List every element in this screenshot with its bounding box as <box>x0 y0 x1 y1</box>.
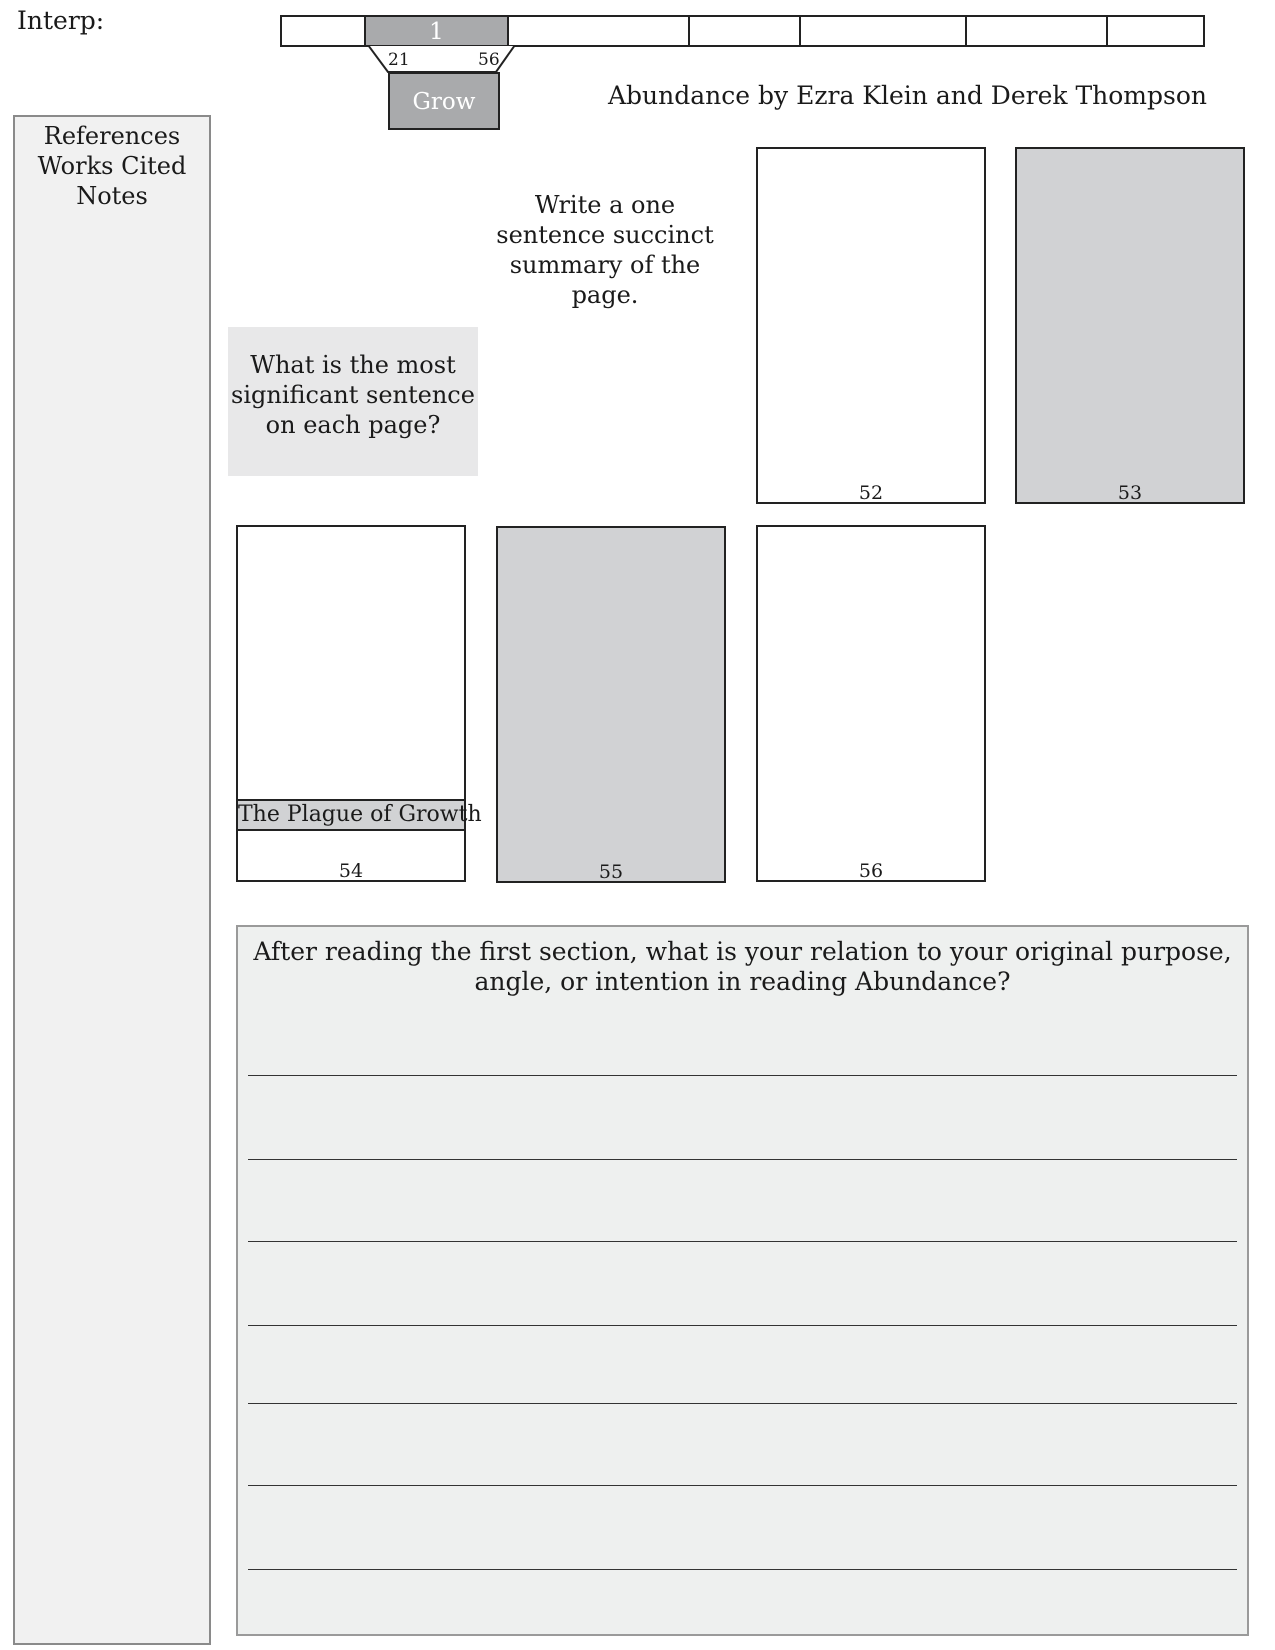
section-segment[interactable] <box>690 17 801 45</box>
section-navigation-bar <box>280 15 1205 47</box>
works-cited-heading: Works Cited <box>37 152 187 180</box>
interp-label: Interp: <box>17 6 105 35</box>
section-segment-active[interactable]: 1 <box>366 17 509 45</box>
section-segment[interactable] <box>967 17 1108 45</box>
references-panel[interactable] <box>13 115 211 1645</box>
writing-line[interactable] <box>248 1325 1237 1326</box>
section-segment[interactable] <box>282 17 366 45</box>
chapter-title-label: The Plague of Growth <box>236 799 466 831</box>
references-heading: References <box>43 122 181 150</box>
page-card-56[interactable] <box>756 525 986 882</box>
section-segment[interactable] <box>509 17 690 45</box>
section-segment[interactable] <box>801 17 967 45</box>
writing-line[interactable] <box>248 1569 1237 1570</box>
writing-line[interactable] <box>248 1159 1237 1160</box>
reflection-box[interactable] <box>236 925 1249 1636</box>
book-title: Abundance by Ezra Klein and Derek Thompson <box>608 81 1207 110</box>
writing-line[interactable] <box>248 1241 1237 1242</box>
summary-prompt: Write a one sentence succinct summary of the page. <box>496 191 714 309</box>
page-card-55[interactable] <box>496 526 726 883</box>
page-number: 53 <box>1117 482 1143 504</box>
page-card-52[interactable] <box>756 147 986 504</box>
range-start-page: 21 <box>388 50 410 70</box>
section-segment[interactable] <box>1108 17 1203 45</box>
page-number: 56 <box>858 860 884 882</box>
page-number: 55 <box>598 861 624 883</box>
reflection-question: After reading the first section, what is your relation to your original purpose, angle, or intention in reading Abundance? <box>253 937 1232 996</box>
grow-button[interactable]: Grow <box>388 72 500 130</box>
page-card-54[interactable] <box>236 525 482 882</box>
significant-sentence-prompt: What is the most significant sentence on each page? <box>228 327 478 476</box>
page-number: 52 <box>858 482 884 504</box>
writing-line[interactable] <box>248 1403 1237 1404</box>
writing-line[interactable] <box>248 1485 1237 1486</box>
range-end-page: 56 <box>478 50 500 70</box>
notes-heading: Notes <box>76 182 148 210</box>
page-number: 54 <box>338 860 364 882</box>
page-card-53[interactable] <box>1015 147 1245 504</box>
writing-line[interactable] <box>248 1075 1237 1076</box>
